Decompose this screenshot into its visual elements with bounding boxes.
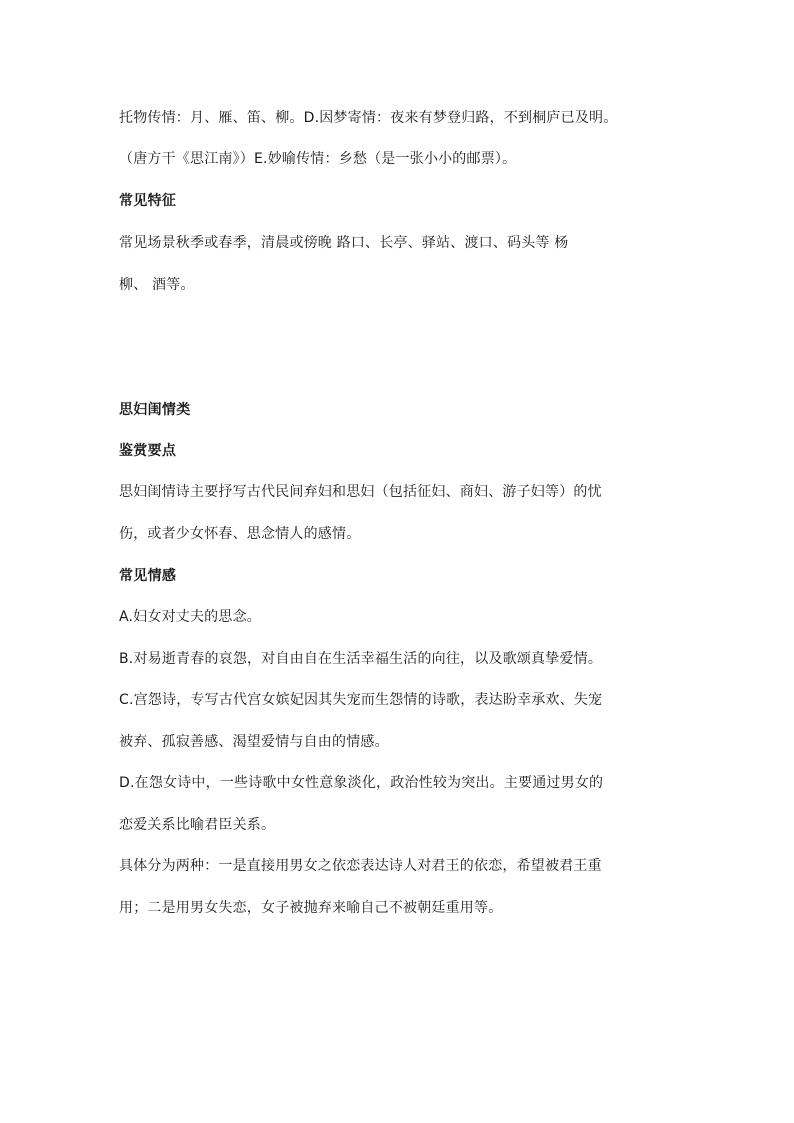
body-text-line: 托物传情：月、雁、笛、柳。D.因梦寄情：夜来有梦登归路，不到桐庐已及明。 xyxy=(119,110,618,126)
list-item-continuation: 恋爱关系比喻君臣关系。 xyxy=(119,817,276,833)
list-item: B.对易逝青春的哀怨，对自由自在生活幸福生活的向往，以及歌颂真挚爱情。 xyxy=(119,651,603,667)
section-heading: 鉴赏要点 xyxy=(119,443,177,459)
body-text-line: 具体分为两种：一是直接用男女之依恋表达诗人对君王的依恋，希望被君王重 xyxy=(119,858,602,874)
section-title: 思妇闺情类 xyxy=(119,402,191,418)
body-text-line: 柳、 酒等。 xyxy=(119,277,195,293)
list-item: D.在怨女诗中，一些诗歌中女性意象淡化，政治性较为突出。主要通过男女的 xyxy=(119,775,604,791)
section-heading: 常见情感 xyxy=(119,568,177,584)
section-heading: 常见特征 xyxy=(119,193,177,209)
list-item: A.妇女对丈夫的思念。 xyxy=(119,609,261,625)
body-text-line: 用；二是用男女失恋，女子被抛弃来喻自己不被朝廷重用等。 xyxy=(119,900,503,916)
list-item: C.宫怨诗，专写古代宫女嫔妃因其失宠而生怨情的诗歌，表达盼幸承欢、失宠 xyxy=(119,692,603,708)
body-text-line: （唐方干《思江南》）E.妙喻传情：乡愁（是一张小小的邮票）。 xyxy=(119,151,517,167)
body-text-line: 思妇闺情诗主要抒写古代民间弃妇和思妇（包括征妇、商妇、游子妇等）的忧 xyxy=(119,484,602,500)
body-text-line: 伤，或者少女怀春、思念情人的感情。 xyxy=(119,526,361,542)
list-item-continuation: 被弃、孤寂善感、渴望爱情与自由的情感。 xyxy=(119,734,389,750)
body-text-line: 常见场景秋季或春季，清晨或傍晚 路口、长亭、驿站、渡口、码头等 杨 xyxy=(119,235,569,251)
